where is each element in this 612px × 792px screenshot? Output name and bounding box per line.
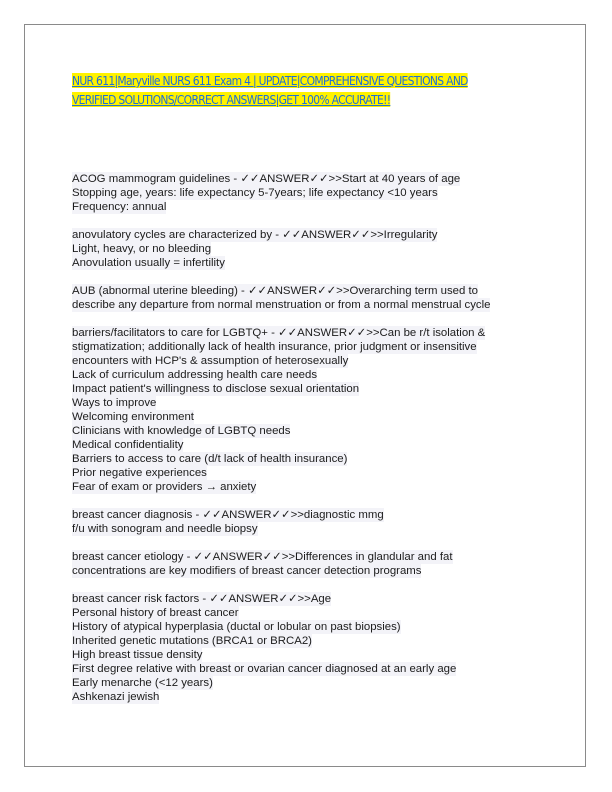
question-answer-line: ACOG mammogram guidelines - ✓✓ANSWER✓✓>>Start at 40 years of age — [72, 173, 461, 185]
answer-line: History of atypical hyperplasia (ductal or lobular on past biopsies) — [72, 621, 401, 633]
title-line: VERIFIED SOLUTIONS/CORRECT ANSWERS|GET 100% ACCURATE!! — [72, 92, 391, 107]
answer-line: Early menarche (<12 years) — [72, 677, 213, 689]
answer-line: Fear of exam or providers → anxiety — [72, 481, 257, 493]
qa-block — [72, 284, 532, 312]
qa-block — [72, 228, 532, 270]
answer-line: Stopping age, years: life expectancy 5-7years; life expectancy <10 years — [72, 187, 438, 199]
answer-line: Welcoming environment — [72, 411, 194, 423]
answer-line: First degree relative with breast or ovarian cancer diagnosed at an early age — [72, 663, 457, 675]
answer-line: Light, heavy, or no bleeding — [72, 243, 212, 255]
answer-line: Anovulation usually = infertility — [72, 257, 225, 269]
answer-line: stigmatization; additionally lack of health insurance, prior judgment or insensitive — [72, 341, 477, 353]
answer-line: Impact patient's willingness to disclose sexual orientation — [72, 383, 360, 395]
qa-block — [72, 508, 532, 536]
answer-line: Barriers to access to care (d/t lack of health insurance) — [72, 453, 348, 465]
question-answer-line: anovulatory cycles are characterized by - ✓✓ANSWER✓✓>>Irregularity — [72, 229, 438, 241]
qa-block — [72, 550, 532, 578]
answer-line: Clinicians with knowledge of LGBTQ needs — [72, 425, 291, 437]
answer-line: encounters with HCP's & assumption of heterosexually — [72, 355, 349, 367]
question-answer-line: barriers/facilitators to care for LGBTQ+ - ✓✓ANSWER✓✓>>Can be r/t isolation & — [72, 327, 486, 339]
question-answer-line: AUB (abnormal uterine bleeding) - ✓✓ANSWER✓✓>>Overarching term used to — [72, 285, 479, 297]
question-answer-line: breast cancer diagnosis - ✓✓ANSWER✓✓>>diagnostic mmg — [72, 509, 384, 521]
title-line: NUR 611|Maryville NURS 611 Exam 4 | UPDATE|COMPREHENSIVE QUESTIONS AND — [72, 73, 468, 88]
document-body — [72, 172, 532, 718]
question-answer-line: breast cancer risk factors - ✓✓ANSWER✓✓>>Age — [72, 593, 332, 605]
document-title — [72, 71, 519, 109]
question-answer-line: breast cancer etiology - ✓✓ANSWER✓✓>>Differences in glandular and fat — [72, 551, 453, 563]
answer-line: concentrations are key modifiers of breast cancer detection programs — [72, 565, 422, 577]
answer-line: Lack of curriculum addressing health care needs — [72, 369, 318, 381]
qa-block — [72, 172, 532, 214]
answer-line: Frequency: annual — [72, 201, 167, 213]
answer-line: Inherited genetic mutations (BRCA1 or BRCA2) — [72, 635, 312, 647]
qa-block — [72, 326, 532, 494]
answer-line: describe any departure from normal menstruation or from a normal menstrual cycle — [72, 299, 491, 311]
answer-line: Medical confidentiality — [72, 439, 184, 451]
answer-line: Ways to improve — [72, 397, 157, 409]
answer-line: Ashkenazi jewish — [72, 691, 160, 703]
answer-line: f/u with sonogram and needle biopsy — [72, 523, 258, 535]
answer-line: High breast tissue density — [72, 649, 203, 661]
qa-block — [72, 592, 532, 704]
answer-line: Prior negative experiences — [72, 467, 207, 479]
answer-line: Personal history of breast cancer — [72, 607, 239, 619]
